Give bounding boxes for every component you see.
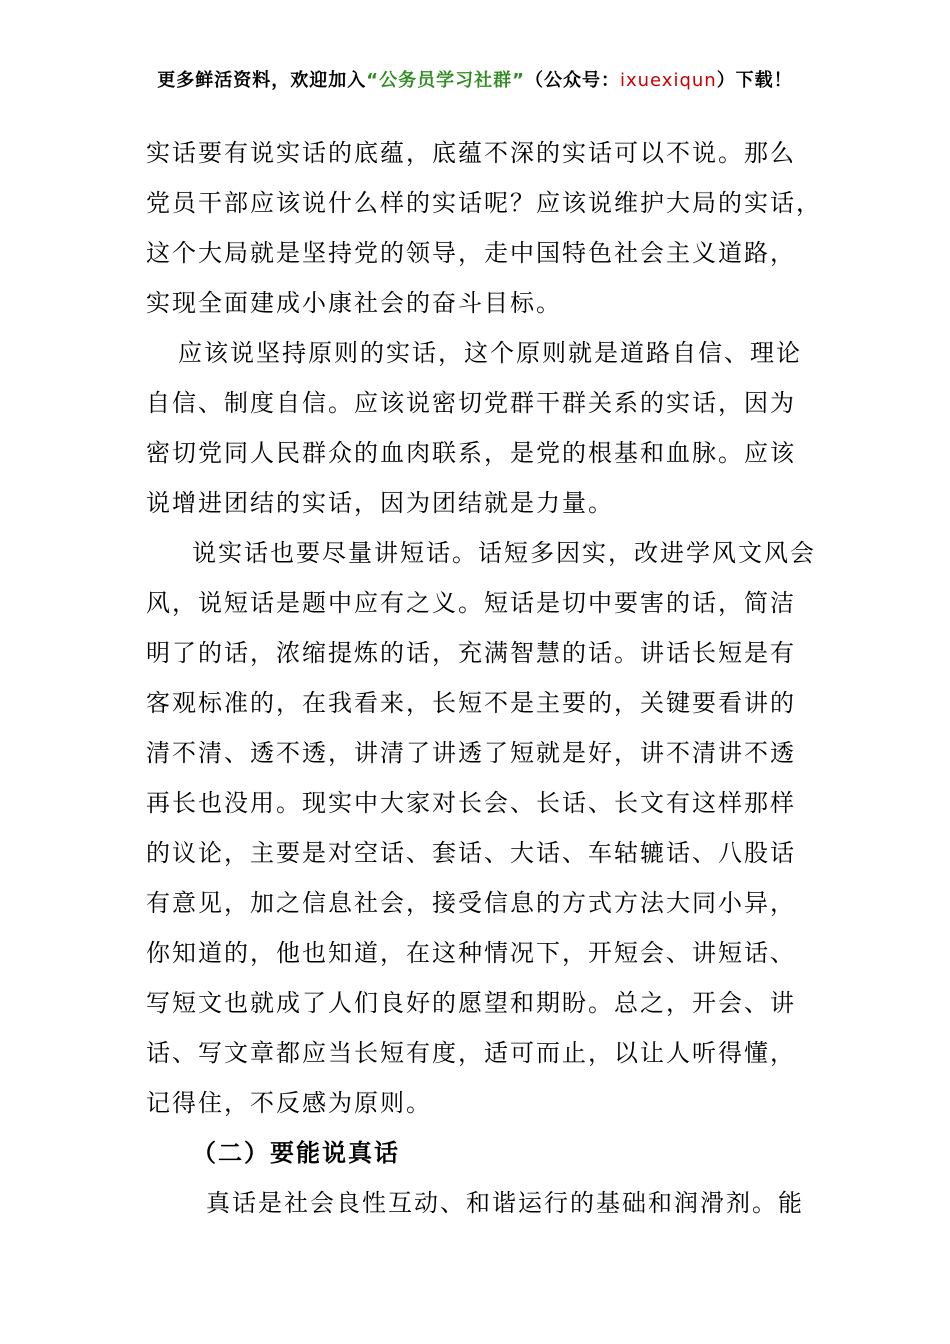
text-line: 话、写文章都应当长短有度，适可而止，以让人听得懂， [146, 1039, 796, 1067]
text-line: 风，说短话是题中应有之义。短话是切中要害的话，简洁 [146, 589, 796, 617]
text-line: 客观标准的，在我看来，长短不是主要的，关键要看讲的 [146, 689, 796, 717]
paragraph-start-line: 真话是社会良性互动、和谐运行的基础和润滑剂。能 [206, 1189, 804, 1217]
text-line: 党员干部应该说什么样的实话呢？应该说维护大局的实话， [146, 189, 822, 217]
text-line: 这个大局就是坚持党的领导，走中国特色社会主义道路， [146, 239, 796, 267]
text-line: 明了的话，浓缩提炼的话，充满智慧的话。讲话长短是有 [146, 639, 796, 667]
text-line: 说增进团结的实话，因为团结就是力量。 [146, 489, 614, 517]
document-body [146, 128, 822, 1228]
download-banner [0, 66, 950, 92]
text-line: 你知道的，他也知道，在这种情况下，开短会、讲短话、 [146, 939, 796, 967]
paragraph-start-line: 应该说坚持原则的实话，这个原则就是道路自信、理论 [178, 339, 802, 367]
text-line: 实现全面建成小康社会的奋斗目标。 [146, 289, 562, 317]
text-line: 再长也没用。现实中大家对长会、长话、长文有这样那样 [146, 789, 796, 817]
section-heading: （二）要能说真话 [192, 1139, 400, 1167]
paragraph-start-line: 说实话也要尽量讲短话。话短多因实，改进学风文风会 [192, 539, 816, 567]
banner-prefix: 更多鲜活资料，欢迎加入 [157, 70, 367, 91]
text-line: 有意见，加之信息社会，接受信息的方式方法大同小异， [146, 889, 796, 917]
text-line: 密切党同人民群众的血肉联系，是党的根基和血脉。应该 [146, 439, 796, 467]
text-line: 实话要有说实话的底蕴，底蕴不深的实话可以不说。那么 [146, 139, 796, 167]
text-line: 的议论，主要是对空话、套话、大话、车轱辘话、八股话 [146, 839, 796, 867]
text-line: 自信、制度自信。应该说密切党群干群关系的实话，因为 [146, 389, 796, 417]
banner-middle: （公众号： [524, 70, 620, 91]
text-line: 清不清、透不透，讲清了讲透了短就是好，讲不清讲不透 [146, 739, 796, 767]
banner-group-name: “公务员学习社群” [366, 70, 525, 91]
text-line: 写短文也就成了人们良好的愿望和期盼。总之，开会、讲 [146, 989, 796, 1017]
banner-account: ixuexiqun [619, 70, 717, 91]
banner-suffix: ）下载！ [716, 70, 793, 91]
text-line: 记得住，不反感为原则。 [146, 1089, 432, 1117]
